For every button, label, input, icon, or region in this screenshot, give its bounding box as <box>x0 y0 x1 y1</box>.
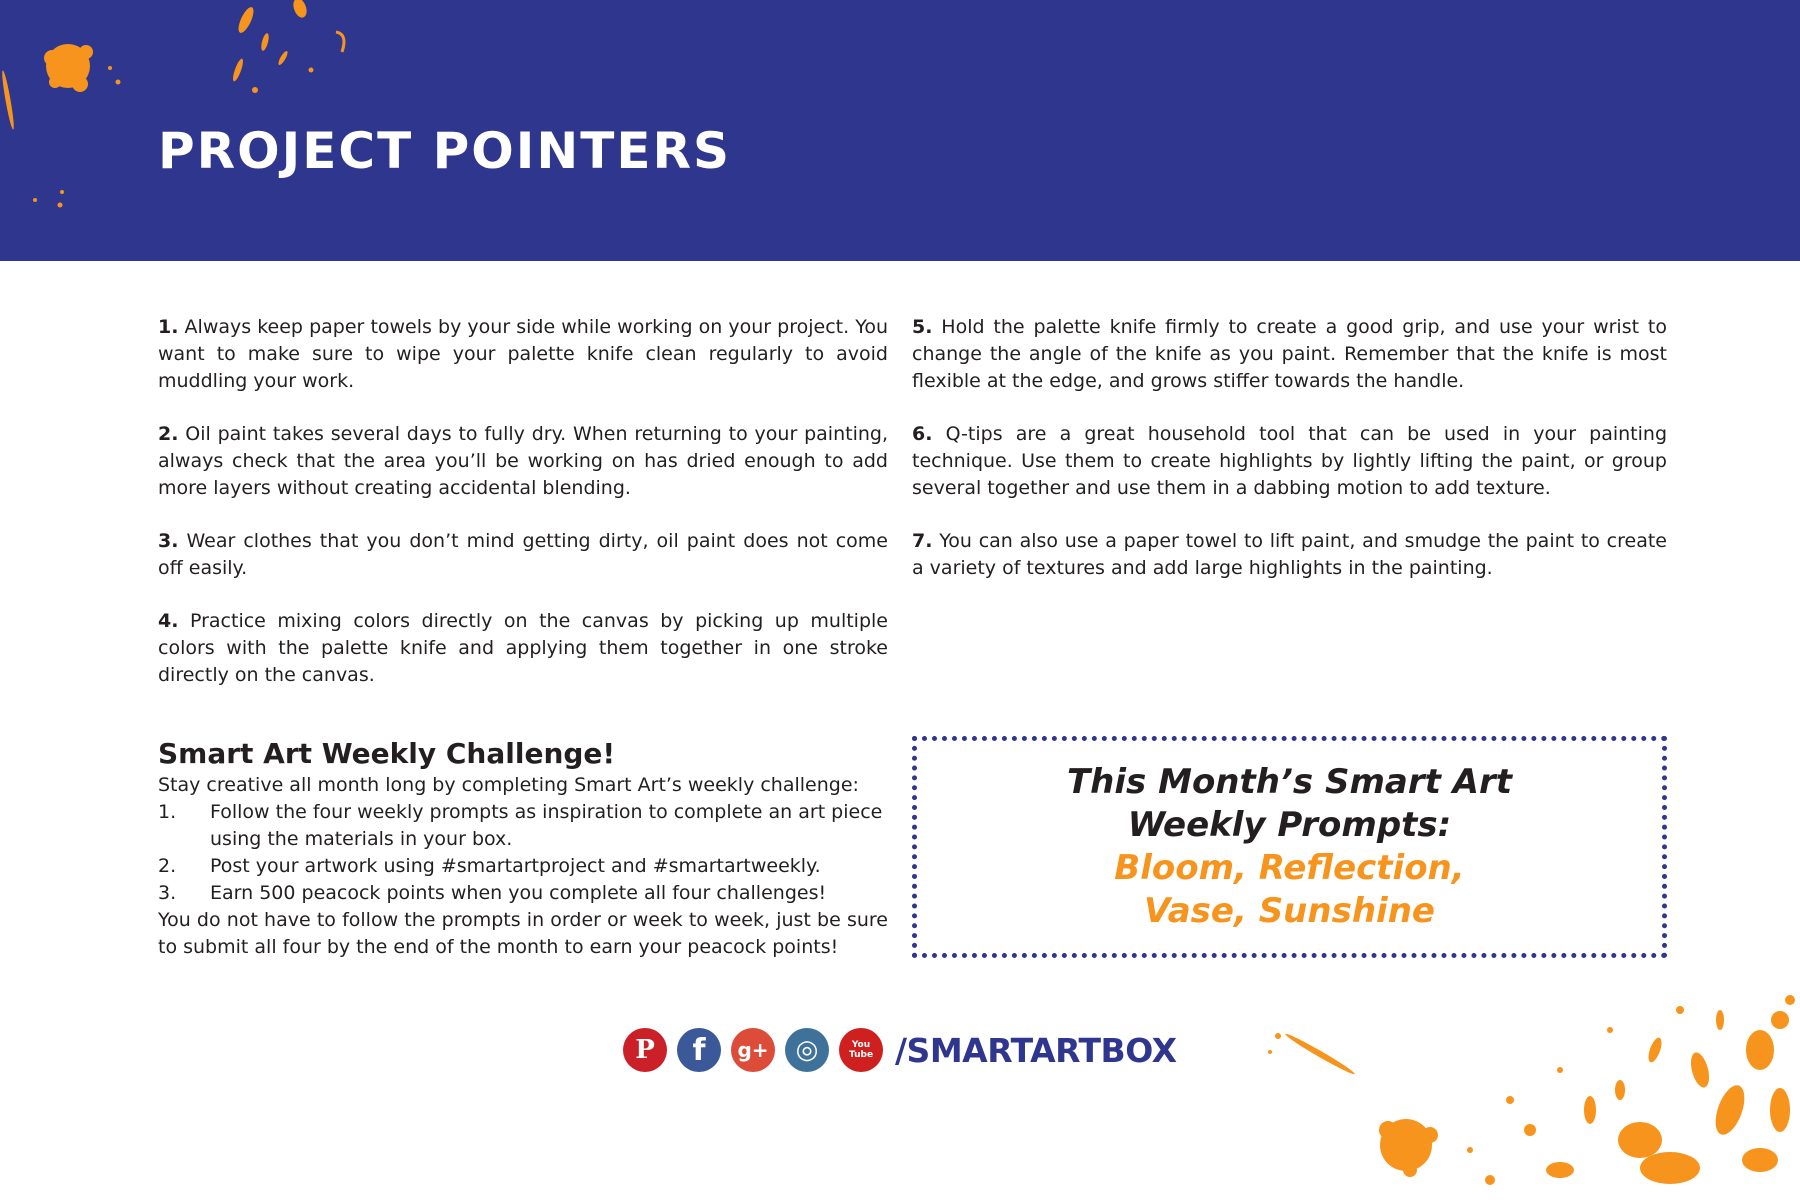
prompts-heading-line2: Weekly Prompts: <box>1127 805 1452 845</box>
pointer-item <box>912 421 1667 502</box>
pointers-right-column <box>912 314 1667 608</box>
pointer-text: Hold the palette knife firmly to create a good grip, and use your wrist to change the angle of the knife as you paint. Remember that the knife is most flexible at the edge, and grows stiffer towards the handle. <box>912 316 1667 392</box>
pointer-item <box>158 528 888 582</box>
paint-splatter-top <box>0 0 400 230</box>
challenge-heading: Smart Art Weekly Challenge! <box>158 737 616 770</box>
step-text: Earn 500 peacock points when you complete all four challenges! <box>210 882 827 904</box>
youtube-icon[interactable]: You Tube <box>839 1028 883 1072</box>
step-text: Follow the four weekly prompts as inspiration to complete an art piece using the materials in your box. <box>210 801 883 850</box>
step-number: 2. <box>158 855 177 877</box>
social-footer <box>623 1027 1177 1073</box>
pointer-item <box>158 608 888 689</box>
social-handle[interactable]: /SMARTARTBOX <box>895 1030 1177 1070</box>
pointer-number: 2. <box>158 423 179 445</box>
page-title: PROJECT POINTERS <box>158 122 731 180</box>
challenge-intro: Stay creative all month long by completing Smart Art’s weekly challenge: <box>158 774 859 796</box>
pointer-number: 6. <box>912 423 933 445</box>
instagram-icon[interactable]: ◎ <box>785 1028 829 1072</box>
pointer-item <box>912 528 1667 582</box>
prompts-list-line1: Bloom, Reflection, <box>1114 848 1465 888</box>
pointer-text: You can also use a paper towel to lift paint, and smudge the paint to create a variety of textures and add large highlights in the painting. <box>912 530 1667 579</box>
step-number: 1. <box>158 801 177 823</box>
weekly-prompts-box <box>912 736 1667 958</box>
challenge-steps <box>158 799 888 907</box>
pointer-item <box>158 314 888 395</box>
pointer-text: Practice mixing colors directly on the canvas by picking up multiple colors with the palette knife and applying them together in one stroke directly on the canvas. <box>158 610 888 686</box>
pointer-text: Wear clothes that you don’t mind getting dirty, oil paint does not come off easily. <box>158 530 888 579</box>
pointer-number: 1. <box>158 316 179 338</box>
challenge-step <box>158 880 888 907</box>
pointer-item <box>912 314 1667 395</box>
header-banner <box>0 0 1800 261</box>
pointer-item <box>158 421 888 502</box>
step-number: 3. <box>158 882 177 904</box>
pointer-text: Q-tips are a great household tool that can be used in your painting technique. Use them to create highlights by lightly lifting the paint, or group several together and use them in a dabbing motion to add texture. <box>912 423 1667 499</box>
paint-splatter-bottom <box>1260 990 1800 1200</box>
facebook-icon[interactable]: f <box>677 1028 721 1072</box>
challenge-outro: You do not have to follow the prompts in order or week to week, just be sure to submit all four by the end of the month to earn your peacock points! <box>158 909 888 958</box>
challenge-step <box>158 853 888 880</box>
prompts-list-line2: Vase, Sunshine <box>1144 891 1435 931</box>
pointers-left-column <box>158 314 888 715</box>
challenge-step <box>158 799 888 853</box>
pinterest-icon[interactable]: P <box>623 1028 667 1072</box>
pointer-number: 5. <box>912 316 933 338</box>
pointer-number: 3. <box>158 530 179 552</box>
pointer-number: 7. <box>912 530 933 552</box>
step-text: Post your artwork using #smartartproject and #smartartweekly. <box>210 855 821 877</box>
pointer-text: Always keep paper towels by your side while working on your project. You want to make sure to wipe your palette knife clean regularly to avoid muddling your work. <box>158 316 888 392</box>
pointer-text: Oil paint takes several days to fully dry. When returning to your painting, always check that the area you’ll be working on has dried enough to add more layers without creating accidental blending. <box>158 423 888 499</box>
prompts-heading-line1: This Month’s Smart Art <box>1066 762 1513 802</box>
google-plus-icon[interactable]: g+ <box>731 1028 775 1072</box>
weekly-challenge-section <box>158 736 888 961</box>
pointer-number: 4. <box>158 610 179 632</box>
